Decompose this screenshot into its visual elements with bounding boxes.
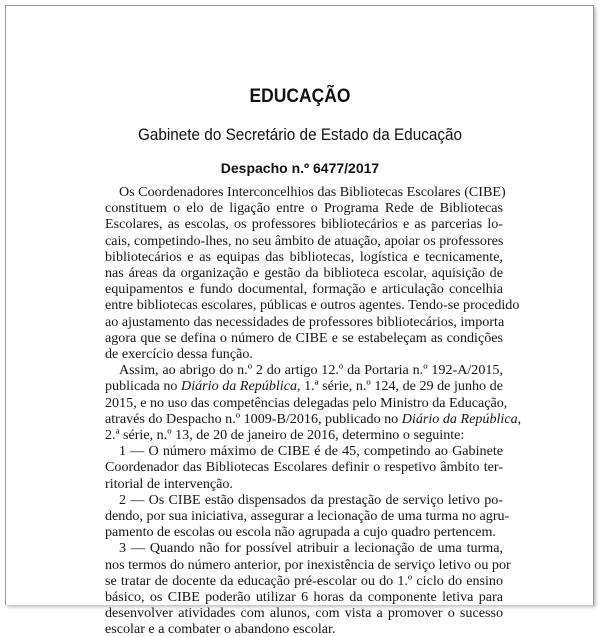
- text-line: cais, competindo-lhes, no seu âmbito de atuação, apoiar os professores: [105, 232, 504, 249]
- text-line: pamento de escolas ou escola não agrupada a cujo quadro pertencem.: [105, 524, 496, 541]
- text-line: bibliotecários e as equipas das bibliotecas, logística e tecnicamente,: [105, 248, 503, 265]
- text-line: Os Coordenadores Interconcelhios das Bibliotecas Escolares (CIBE): [119, 184, 506, 200]
- text-line: equipamentos e fundo documental, formação e articulação concelhia: [105, 281, 503, 298]
- text-line: 2015, e no uso das competências delegadas pelo Ministro da Educação,: [105, 394, 508, 411]
- text-line: 1 — O número máximo de CIBE é de 45, competindo ao Gabinete: [119, 443, 503, 460]
- text-line: Assim, ao abrigo do n.º 2 do artigo 12.º da Portaria n.º 192-A/2015,: [119, 362, 503, 379]
- text-line: ao ajustamento das necessidades de professores bibliotecários, importa: [105, 313, 505, 330]
- text-line: através do Despacho n.º 1009-B/2016, publicado no Diário da República,: [105, 410, 522, 427]
- text-line: 3 — Quando não for possível atribuir a lecionação de uma turma,: [119, 540, 503, 557]
- text-line: ritorial de intervenção.: [105, 475, 233, 492]
- text-line: nas áreas da organização e gestão da biblioteca escolar, aquisição de: [105, 265, 503, 281]
- text-line: nos termos do número anterior, por inexistência de serviço letivo ou por: [105, 556, 511, 573]
- text-line: entre bibliotecas escolares, públicas e outros agentes. Tendo-se procedido: [105, 297, 520, 314]
- office-title: Gabinete do Secretário de Estado da Educação: [137, 125, 463, 144]
- text-line: básico, os CIBE poderão utilizar 6 horas da componente letiva para: [105, 589, 503, 605]
- text-line: constituem o elo de ligação entre o Programa Rede de Bibliotecas: [105, 200, 503, 217]
- text-line: se tratar de docente da educação pré-escolar ou do 1.º ciclo do ensino: [105, 572, 503, 589]
- text-line: escolar e a combater o abandono escolar.: [105, 621, 336, 637]
- text-line: 2.ª série, n.º 13, de 20 de janeiro de 2016, determino o seguinte:: [105, 427, 465, 443]
- text-line: Escolares, as escolas, os professores bibliotecários e as parcerias lo-: [105, 216, 503, 233]
- text-line: publicada no Diário da República, 1.ª série, n.º 124, de 29 de junho de: [105, 378, 503, 395]
- dispatch-title: Despacho n.º 6477/2017: [220, 160, 380, 176]
- text-line: agora que se defina o número de CIBE e se estabeleçam as condições: [105, 329, 503, 346]
- text-line: 2 — Os CIBE estão dispensados da prestação de serviço letivo po-: [119, 491, 503, 508]
- text-line: de exercício dessa função.: [105, 346, 253, 362]
- text-line: Coordenador das Bibliotecas Escolares definir o respetivo âmbito ter-: [105, 459, 503, 476]
- text-line: desenvolver atividades com alunos, com vista a promover o sucesso: [105, 605, 503, 622]
- section-title: EDUCAÇÃO: [249, 86, 351, 107]
- text-line: dendo, por sua iniciativa, assegurar a lecionação de uma turma no agru-: [105, 508, 510, 524]
